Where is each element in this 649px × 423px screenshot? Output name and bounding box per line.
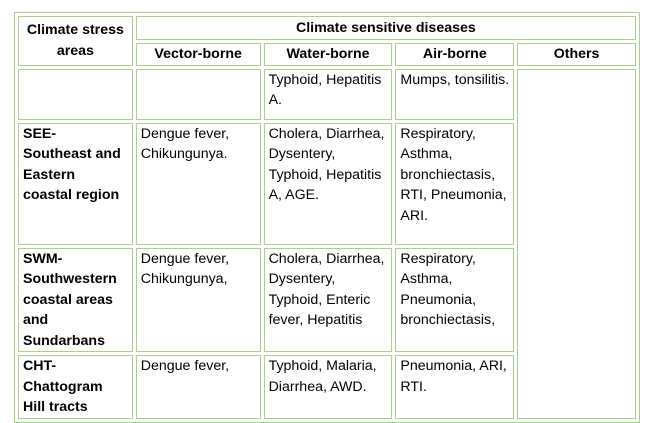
- climate-sensitive-header: Climate sensitive diseases: [136, 16, 636, 40]
- water-borne-cell: Cholera, Diarrhea, Dysentery, Typhoid, Enteric fever, Hepatitis: [264, 248, 393, 353]
- vector-borne-cell: Dengue fever,: [136, 355, 261, 419]
- air-borne-cell: Pneumonia, ARI, RTI.: [395, 355, 514, 419]
- air-borne-cell: Respiratory, Asthma, Pneumonia, bronchiectasis,: [395, 248, 514, 353]
- climate-stress-header: Climate stress areas: [18, 16, 133, 66]
- disease-table: [14, 12, 640, 423]
- header-row-1: [18, 16, 636, 40]
- air-borne-cell: Respiratory, Asthma, bronchiectasis, RTI, Pneumonia, ARI.: [395, 123, 514, 245]
- stress-area-cell: [18, 69, 133, 120]
- vector-borne-cell: Dengue fever, Chikungunya,: [136, 248, 261, 353]
- stress-area-cell: CHT- Chattogram Hill tracts: [18, 355, 133, 419]
- air-borne-header: Air-borne: [395, 43, 514, 66]
- water-borne-cell: Typhoid, Hepatitis A.: [264, 69, 393, 120]
- water-borne-header: Water-borne: [264, 43, 393, 66]
- air-borne-cell: Mumps, tonsilitis.: [395, 69, 514, 120]
- stress-area-cell: SWM- Southwestern coastal areas and Sundarbans: [18, 248, 133, 353]
- others-header: Others: [517, 43, 636, 66]
- table-row: [18, 69, 636, 120]
- water-borne-cell: Cholera, Diarrhea, Dysentery, Typhoid, Hepatitis A, AGE.: [264, 123, 393, 245]
- stress-area-cell: SEE- Southeast and Eastern coastal region: [18, 123, 133, 245]
- vector-borne-cell: Dengue fever, Chikungunya.: [136, 123, 261, 245]
- water-borne-cell: Typhoid, Malaria, Diarrhea, AWD.: [264, 355, 393, 419]
- others-cell: [517, 69, 636, 419]
- vector-borne-cell: [136, 69, 261, 120]
- vector-borne-header: Vector-borne: [136, 43, 261, 66]
